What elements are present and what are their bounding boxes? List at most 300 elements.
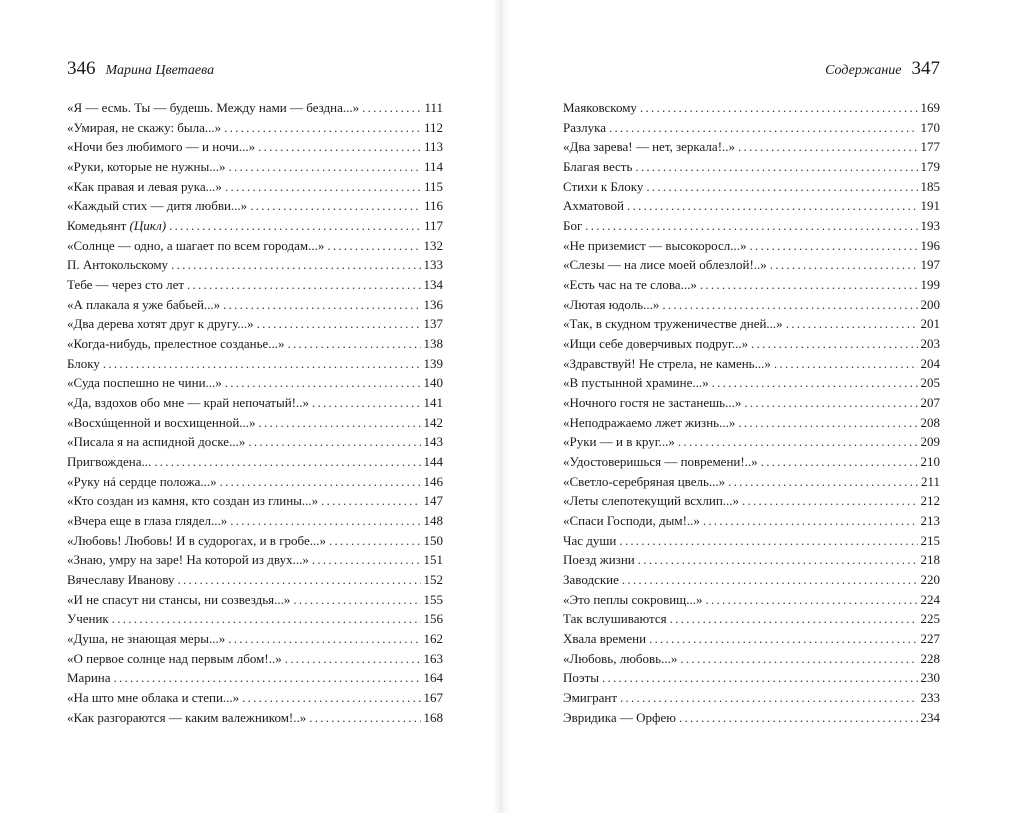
toc-entry <box>67 236 443 256</box>
entry-title-text: «На што мне облака и степи...» <box>67 690 240 706</box>
toc-entry <box>563 668 940 688</box>
dot-leader <box>678 432 918 452</box>
entry-title <box>67 413 256 433</box>
entry-title-text: «Есть час на те слова...» <box>563 277 697 293</box>
entry-title <box>563 118 606 138</box>
entry-title-text: «Спаси Господи, дым!..» <box>563 513 700 529</box>
entry-title-text: Час души <box>563 532 617 548</box>
toc-entry <box>67 157 443 177</box>
entry-page-number: 150 <box>423 532 443 548</box>
entry-title <box>563 413 735 433</box>
entry-title <box>67 137 255 157</box>
dot-leader <box>680 649 917 669</box>
entry-title <box>563 275 697 295</box>
dot-leader <box>738 413 917 433</box>
toc-entry <box>563 393 940 413</box>
entry-title <box>67 177 222 197</box>
dot-leader <box>169 216 421 236</box>
toc-entry <box>563 570 940 590</box>
entry-title <box>563 255 767 275</box>
entry-page-number: 213 <box>920 513 940 529</box>
entry-page-number: 225 <box>920 611 940 627</box>
entry-title <box>67 511 227 531</box>
dot-leader <box>670 609 918 629</box>
entry-title <box>563 550 635 570</box>
entry-title-text: «Руку нá сердце положа...» <box>67 473 217 489</box>
entry-page-number: 177 <box>920 139 940 155</box>
toc-entry <box>563 118 940 138</box>
entry-title-text: Ученик <box>67 611 109 627</box>
entry-title <box>67 708 306 728</box>
entry-title <box>67 98 359 118</box>
entry-title <box>563 649 677 669</box>
entry-title-italic: (Цикл) <box>129 218 167 234</box>
entry-title <box>67 590 290 610</box>
entry-title-text: «Ночного гостя не застанешь...» <box>563 395 742 411</box>
toc-entry <box>67 216 443 236</box>
entry-title <box>563 609 667 629</box>
toc-entry <box>563 590 940 610</box>
dot-leader <box>742 491 917 511</box>
toc-entry <box>67 531 443 551</box>
dot-leader <box>649 629 917 649</box>
toc-entry <box>563 216 940 236</box>
entry-page-number: 164 <box>423 670 443 686</box>
toc-entry <box>563 491 940 511</box>
toc-entry <box>563 452 940 472</box>
dot-leader <box>602 668 917 688</box>
toc-entry <box>563 157 940 177</box>
entry-page-number: 185 <box>920 178 940 194</box>
dot-leader <box>103 354 421 374</box>
entry-page-number: 151 <box>423 552 443 568</box>
dot-leader <box>728 472 918 492</box>
dot-leader <box>774 354 918 374</box>
dot-leader <box>293 590 420 610</box>
entry-page-number: 201 <box>920 316 940 332</box>
entry-title <box>67 649 282 669</box>
entry-title <box>563 334 748 354</box>
entry-title-text: «В пустынной храмине...» <box>563 375 709 391</box>
dot-leader <box>640 98 918 118</box>
toc-entry <box>563 275 940 295</box>
entry-title-text: «Когда-нибудь, прелестное созданье...» <box>67 336 285 352</box>
entry-title <box>67 236 324 256</box>
toc-entry <box>563 649 940 669</box>
entry-title <box>563 452 758 472</box>
dot-leader <box>786 314 918 334</box>
toc-entry <box>67 393 443 413</box>
entry-title <box>563 373 709 393</box>
entry-title-text: Ахматовой <box>563 198 624 214</box>
entry-page-number: 111 <box>424 100 443 115</box>
entry-title-text: «Светло-серебряная цвель...» <box>563 473 726 489</box>
entry-title-text: «Как разгораются — каким валежником!..» <box>67 709 307 725</box>
entry-title-text: «Два дерева хотят друг к другу...» <box>67 316 254 332</box>
dot-leader <box>309 708 420 728</box>
entry-page-number: 212 <box>920 493 940 509</box>
entry-page-number: 215 <box>920 532 940 548</box>
toc-entry <box>67 98 443 118</box>
entry-title <box>563 511 700 531</box>
entry-title-text: Благая весть <box>563 159 633 175</box>
entry-title-text: «Вчера еще в глаза глядел...» <box>67 513 228 529</box>
entry-page-number: 211 <box>920 473 940 489</box>
entry-title-text: «Как правая и левая рука...» <box>67 178 222 194</box>
entry-title-text: «Лютая юдоль...» <box>563 296 660 312</box>
dot-leader <box>738 137 917 157</box>
entry-page-number: 148 <box>423 513 443 529</box>
entry-title <box>563 531 616 551</box>
dot-leader <box>712 373 918 393</box>
running-head: Содержание <box>825 63 902 78</box>
entry-title-text: Стихи к Блоку <box>563 178 644 194</box>
toc-entry <box>67 295 443 315</box>
entry-title <box>67 373 222 393</box>
entry-page-number: 134 <box>423 277 443 293</box>
toc-list <box>563 98 940 728</box>
entry-title <box>563 491 739 511</box>
dot-leader <box>751 334 917 354</box>
entry-title-text: Марина <box>67 670 111 686</box>
toc-entry <box>563 472 940 492</box>
toc-entry <box>67 511 443 531</box>
entry-page-number: 143 <box>423 434 443 450</box>
entry-title-text: «Восхúщенной и восхищенной...» <box>67 414 256 430</box>
toc-entry <box>563 432 940 452</box>
entry-title-text: «Да, вздохов обо мне — край непочатый!..» <box>67 395 309 411</box>
toc-entry <box>67 354 443 374</box>
toc-entry <box>563 295 940 315</box>
toc-entry <box>67 452 443 472</box>
dot-leader <box>638 550 918 570</box>
dot-leader <box>705 590 917 610</box>
entry-title-text: «Каждый стих — дитя любви...» <box>67 198 248 214</box>
entry-title <box>563 157 632 177</box>
entry-title <box>563 472 725 492</box>
entry-title <box>67 393 309 413</box>
entry-page-number: 140 <box>423 375 443 391</box>
right-page-header <box>563 58 940 82</box>
entry-title <box>67 688 239 708</box>
entry-title-text: «Леты слепотекущий всхлип...» <box>563 493 740 509</box>
toc-entry <box>67 255 443 275</box>
entry-title-text: «Любовь, любовь...» <box>563 650 678 666</box>
dot-leader <box>178 570 421 590</box>
entry-page-number: 117 <box>423 218 443 234</box>
entry-title-text: «Удостоверишься — повремени!..» <box>563 454 758 470</box>
entry-title <box>563 236 747 256</box>
toc-entry <box>563 196 940 216</box>
toc-list <box>67 98 443 728</box>
dot-leader <box>112 609 421 629</box>
entry-page-number: 162 <box>423 631 443 647</box>
entry-title-text: Вячеславу Иванову <box>67 572 175 588</box>
dot-leader <box>770 255 918 275</box>
entry-page-number: 218 <box>920 552 940 568</box>
entry-page-number: 191 <box>920 198 940 214</box>
toc-entry <box>563 413 940 433</box>
entry-title-text: Хвала времени <box>563 631 647 647</box>
toc-entry <box>67 688 443 708</box>
entry-page-number: 142 <box>423 414 443 430</box>
entry-title <box>563 393 741 413</box>
dot-leader <box>248 432 420 452</box>
toc-entry <box>67 314 443 334</box>
dot-leader <box>259 413 421 433</box>
entry-title-text: «Это пеплы сокровищ...» <box>563 591 703 607</box>
dot-leader <box>250 196 421 216</box>
entry-title-text: Так вслушиваются <box>563 611 667 627</box>
dot-leader <box>627 196 918 216</box>
entry-title <box>563 590 702 610</box>
entry-title <box>67 570 175 590</box>
toc-entry <box>563 98 940 118</box>
entry-title <box>67 472 217 492</box>
dot-leader <box>327 236 420 256</box>
entry-title <box>563 354 771 374</box>
entry-page-number: 204 <box>920 355 940 371</box>
entry-page-number: 136 <box>423 296 443 312</box>
toc-entry <box>563 334 940 354</box>
entry-title <box>67 629 225 649</box>
entry-title-text: Комедьянт <box>67 218 130 234</box>
toc-entry <box>67 570 443 590</box>
entry-page-number: 210 <box>920 454 940 470</box>
toc-entry <box>67 432 443 452</box>
entry-page-number: 196 <box>920 237 940 253</box>
entry-page-number: 205 <box>920 375 940 391</box>
dot-leader <box>312 393 421 413</box>
dot-leader <box>230 511 420 531</box>
entry-title <box>67 668 111 688</box>
entry-title <box>563 216 582 236</box>
entry-page-number: 116 <box>423 198 443 214</box>
entry-title <box>563 570 619 590</box>
entry-title <box>563 196 624 216</box>
entry-title <box>67 157 225 177</box>
dot-leader <box>619 531 917 551</box>
entry-title-text: Эмигрант <box>563 690 618 706</box>
dot-leader <box>321 491 420 511</box>
dot-leader <box>635 157 917 177</box>
entry-title <box>67 196 247 216</box>
entry-title <box>67 255 168 275</box>
entry-page-number: 169 <box>920 100 940 115</box>
toc-entry <box>563 531 940 551</box>
entry-title-text: «Руки, которые не нужны...» <box>67 159 226 175</box>
entry-title <box>563 177 643 197</box>
entry-title-text: Пригвождена... <box>67 454 152 470</box>
entry-title-text: «Слезы — на лисе моей облезлой!..» <box>563 257 767 273</box>
toc-entry <box>563 511 940 531</box>
dot-leader <box>257 314 421 334</box>
entry-page-number: 197 <box>920 257 940 273</box>
toc-entry <box>563 354 940 374</box>
entry-page-number: 112 <box>423 119 443 135</box>
entry-page-number: 193 <box>920 218 940 234</box>
dot-leader <box>285 649 421 669</box>
entry-title-text: «Ночи без любимого — и ночи...» <box>67 139 256 155</box>
toc-entry <box>67 491 443 511</box>
entry-title <box>563 708 676 728</box>
entry-title-text: «О первое солнце над первым лбом!..» <box>67 650 282 666</box>
entry-page-number: 233 <box>920 690 940 706</box>
dot-leader <box>225 373 421 393</box>
entry-title-text: «Не приземист — высокоросл...» <box>563 237 747 253</box>
toc-entry <box>563 609 940 629</box>
entry-page-number: 113 <box>423 139 443 155</box>
dot-leader <box>609 118 917 138</box>
entry-title <box>563 688 617 708</box>
entry-title-text: Эвридика — Орфею <box>563 709 676 725</box>
dot-leader <box>228 157 421 177</box>
entry-title-text: «Ищи себе доверчивых подруг...» <box>563 336 749 352</box>
toc-entry <box>563 314 940 334</box>
entry-page-number: 114 <box>423 159 443 175</box>
toc-entry <box>67 609 443 629</box>
entry-page-number: 156 <box>423 611 443 627</box>
dot-leader <box>187 275 420 295</box>
dot-leader <box>171 255 420 275</box>
dot-leader <box>744 393 917 413</box>
toc-entry <box>67 550 443 570</box>
entry-page-number: 220 <box>920 572 940 588</box>
running-head: Марина Цветаева <box>105 63 215 78</box>
dot-leader <box>700 275 918 295</box>
dot-leader <box>329 531 421 551</box>
entry-title-text: Тебе — через сто лет <box>67 277 185 293</box>
entry-page-number: 228 <box>920 650 940 666</box>
entry-title <box>67 314 254 334</box>
entry-page-number: 138 <box>423 336 443 352</box>
dot-leader <box>620 688 917 708</box>
entry-title <box>563 98 637 118</box>
dot-leader <box>622 570 918 590</box>
dot-leader <box>223 295 420 315</box>
entry-title <box>563 668 599 688</box>
dot-leader <box>679 708 918 728</box>
entry-title <box>67 491 318 511</box>
toc-entry <box>67 373 443 393</box>
entry-title-text: «Два зарева! — нет, зеркала!..» <box>563 139 736 155</box>
entry-title-text: Маяковскому <box>563 100 637 115</box>
entry-page-number: 203 <box>920 336 940 352</box>
toc-entry <box>67 472 443 492</box>
entry-page-number: 146 <box>423 473 443 489</box>
toc-entry <box>563 255 940 275</box>
toc-entry <box>67 708 443 728</box>
entry-page-number: 200 <box>920 296 940 312</box>
entry-page-number: 132 <box>423 237 443 253</box>
entry-title-text: «Так, в скудном труженичестве дней...» <box>563 316 783 332</box>
entry-title <box>563 314 783 334</box>
entry-title-text: Поезд жизни <box>563 552 635 568</box>
entry-page-number: 144 <box>423 454 443 470</box>
entry-title <box>67 118 221 138</box>
entry-page-number: 199 <box>920 277 940 293</box>
dot-leader <box>242 688 420 708</box>
toc-entry <box>67 629 443 649</box>
entry-title <box>67 550 309 570</box>
toc-entry <box>563 688 940 708</box>
dot-leader <box>750 236 918 256</box>
entry-page-number: 227 <box>920 631 940 647</box>
entry-title-text: «Знаю, умру на заре! На которой из двух...» <box>67 552 309 568</box>
toc-entry <box>563 708 940 728</box>
entry-title-text: П. Антокольскому <box>67 257 169 273</box>
entry-page-number: 115 <box>423 178 443 194</box>
dot-leader <box>224 118 421 138</box>
entry-title <box>67 609 109 629</box>
entry-title <box>67 432 245 452</box>
entry-page-number: 207 <box>920 395 940 411</box>
dot-leader <box>312 550 421 570</box>
entry-title-text: «Неподражаемо лжет жизнь...» <box>563 414 736 430</box>
dot-leader <box>258 137 421 157</box>
toc-entry <box>67 590 443 610</box>
entry-page-number: 230 <box>920 670 940 686</box>
entry-title <box>563 432 675 452</box>
entry-page-number: 167 <box>423 690 443 706</box>
page-number: 347 <box>911 58 940 79</box>
toc-entry <box>67 275 443 295</box>
entry-title <box>67 531 326 551</box>
dot-leader <box>761 452 918 472</box>
entry-title-text: Поэты <box>563 670 600 686</box>
dot-leader <box>288 334 421 354</box>
entry-page-number: 224 <box>920 591 940 607</box>
entry-title-text: «Суда поспешно не чини...» <box>67 375 222 391</box>
entry-title <box>67 216 166 236</box>
entry-title-text: «Умирая, не скажу: была...» <box>67 119 222 135</box>
toc-entry <box>563 236 940 256</box>
toc-entry <box>67 413 443 433</box>
entry-page-number: 179 <box>920 159 940 175</box>
entry-title-text: «Душа, не знающая меры...» <box>67 631 226 647</box>
toc-entry <box>67 668 443 688</box>
entry-page-number: 137 <box>423 316 443 332</box>
toc-entry <box>67 118 443 138</box>
dot-leader <box>703 511 918 531</box>
entry-page-number: 141 <box>423 395 443 411</box>
entry-title <box>67 452 151 472</box>
book-gutter <box>492 0 510 813</box>
entry-title-text: «Здравствуй! Не стрела, не камень...» <box>563 355 771 371</box>
entry-page-number: 152 <box>423 572 443 588</box>
toc-entry <box>67 649 443 669</box>
entry-title <box>563 137 735 157</box>
entry-title-text: Разлука <box>563 119 607 135</box>
entry-title-text: «Руки — и в круг...» <box>563 434 675 450</box>
dot-leader <box>228 629 420 649</box>
dot-leader <box>585 216 917 236</box>
entry-title-text: «Кто создан из камня, кто создан из глины...» <box>67 493 319 509</box>
entry-title-text: Блоку <box>67 355 100 371</box>
dot-leader <box>114 668 421 688</box>
entry-title-text: «Писала я на аспидной доске...» <box>67 434 246 450</box>
entry-page-number: 168 <box>423 709 443 725</box>
dot-leader <box>225 177 421 197</box>
page-number: 346 <box>67 58 96 79</box>
left-page-header <box>67 58 443 82</box>
entry-title-text: Заводские <box>563 572 619 588</box>
toc-entry <box>563 177 940 197</box>
toc-entry <box>563 137 940 157</box>
entry-page-number: 209 <box>920 434 940 450</box>
toc-entry <box>563 550 940 570</box>
entry-title <box>67 334 285 354</box>
